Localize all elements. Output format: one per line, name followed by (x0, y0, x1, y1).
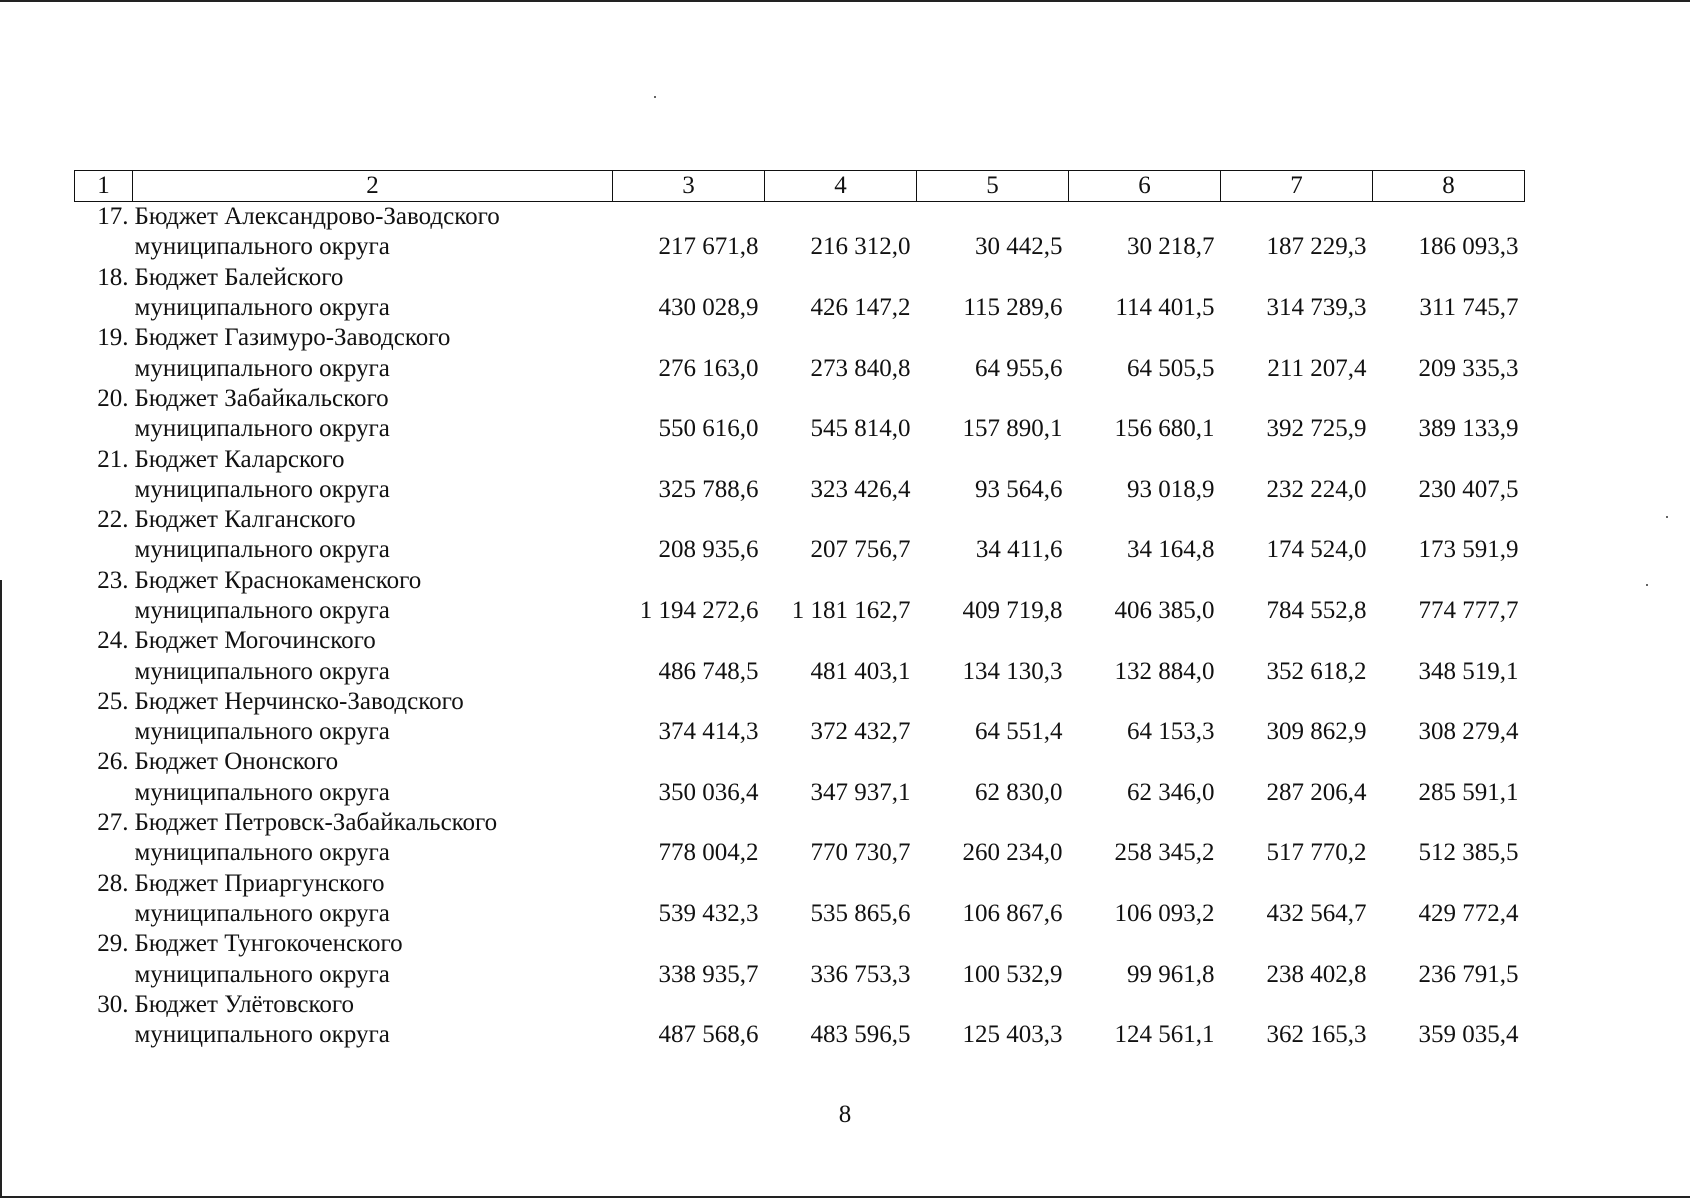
table-row-continued (75, 778, 1525, 808)
row-index: 28. (97, 869, 129, 897)
budget-name: Бюджет Тунгокоченского (134, 930, 403, 958)
value-col-4: 545 814,0 (810, 415, 911, 443)
value-col-8: 348 519,1 (1418, 657, 1519, 685)
value-col-4: 372 432,7 (810, 718, 911, 746)
column-header-4: 4 (765, 171, 917, 202)
value-col-4: 481 403,1 (810, 657, 911, 685)
value-col-8: 359 035,4 (1418, 1021, 1519, 1049)
value-col-6: 156 680,1 (1114, 415, 1215, 443)
budget-name-continued: муниципального округа (134, 839, 390, 867)
column-header-3: 3 (613, 171, 765, 202)
value-col-6: 99 961,8 (1127, 960, 1215, 988)
value-col-4: 483 596,5 (810, 1021, 911, 1049)
scan-border-bottom (0, 1196, 1690, 1198)
table-row (75, 263, 1525, 293)
budget-name-continued: муниципального округа (134, 415, 390, 443)
row-index: 24. (97, 627, 129, 655)
table-row (75, 505, 1525, 535)
row-index: 21. (97, 445, 129, 473)
table-body (75, 202, 1525, 1051)
row-index: 26. (97, 748, 129, 776)
value-col-3: 486 748,5 (658, 657, 759, 685)
value-col-7: 432 564,7 (1266, 899, 1367, 927)
value-col-8: 429 772,4 (1418, 899, 1519, 927)
table-row (75, 990, 1525, 1020)
value-col-3: 374 414,3 (658, 718, 759, 746)
value-col-4: 535 865,6 (810, 899, 911, 927)
value-col-5: 409 719,8 (962, 597, 1063, 624)
scan-speck (1646, 584, 1648, 586)
table-row-continued (75, 899, 1525, 929)
column-header-6: 6 (1069, 171, 1221, 202)
value-col-8: 209 335,3 (1418, 354, 1519, 382)
table-row-continued (75, 293, 1525, 323)
value-col-7: 287 206,4 (1266, 778, 1367, 806)
table-row-continued (75, 535, 1525, 565)
budget-name: Бюджет Балейского (134, 263, 344, 291)
value-col-6: 114 401,5 (1115, 294, 1215, 322)
value-col-5: 157 890,1 (962, 415, 1063, 443)
table-row (75, 384, 1525, 414)
table-row (75, 323, 1525, 353)
row-index: 22. (97, 506, 129, 534)
value-col-5: 125 403,3 (962, 1021, 1063, 1049)
value-col-5: 93 564,6 (975, 475, 1063, 503)
table-row (75, 687, 1525, 717)
value-col-5: 134 130,3 (962, 657, 1063, 685)
value-col-6: 64 505,5 (1127, 354, 1215, 382)
value-col-5: 64 551,4 (975, 718, 1063, 746)
column-number-header (75, 171, 1525, 202)
row-index: 18. (97, 263, 129, 291)
table-row-continued (75, 596, 1525, 626)
value-col-3: 487 568,6 (658, 1021, 759, 1049)
value-col-3: 539 432,3 (658, 899, 759, 927)
value-col-8: 236 791,5 (1418, 960, 1519, 988)
value-col-8: 311 745,7 (1419, 294, 1519, 322)
value-col-3: 350 036,4 (658, 778, 759, 806)
table-row (75, 566, 1525, 596)
budget-name-continued: муниципального округа (134, 899, 390, 927)
table-row-continued (75, 656, 1525, 686)
value-col-6: 93 018,9 (1127, 475, 1215, 503)
table-row (75, 444, 1525, 474)
table-row (75, 929, 1525, 959)
value-col-6: 406 385,0 (1114, 597, 1215, 624)
column-header-1: 1 (75, 171, 133, 202)
table-row-continued (75, 475, 1525, 505)
budget-name-continued: муниципального округа (134, 960, 390, 988)
value-col-5: 100 532,9 (962, 960, 1063, 988)
value-col-8: 512 385,5 (1418, 839, 1519, 867)
value-col-7: 784 552,8 (1266, 597, 1367, 624)
column-header-7: 7 (1221, 171, 1373, 202)
value-col-5: 115 289,6 (963, 294, 1063, 322)
table-row (75, 202, 1525, 233)
value-col-7: 314 739,3 (1266, 294, 1367, 322)
budget-name-continued: муниципального округа (134, 778, 390, 806)
page-number: 8 (838, 1101, 852, 1128)
budget-name-continued: муниципального округа (134, 354, 390, 382)
value-col-4: 216 312,0 (810, 233, 911, 261)
value-col-5: 30 442,5 (975, 233, 1063, 261)
table-row-continued (75, 414, 1525, 444)
value-col-7: 187 229,3 (1266, 233, 1367, 261)
value-col-5: 62 830,0 (975, 778, 1063, 806)
value-col-3: 208 935,6 (658, 536, 759, 564)
value-col-5: 106 867,6 (962, 899, 1063, 927)
scan-speck (1666, 516, 1668, 518)
value-col-4: 323 426,4 (810, 475, 911, 503)
budget-name: Бюджет Могочинского (134, 627, 376, 655)
value-col-6: 62 346,0 (1127, 778, 1215, 806)
table-row (75, 808, 1525, 838)
value-col-4: 273 840,8 (810, 354, 911, 382)
value-col-7: 174 524,0 (1266, 536, 1367, 564)
value-col-6: 132 884,0 (1114, 657, 1215, 685)
budget-name: Бюджет Приаргунского (134, 869, 385, 897)
value-col-7: 352 618,2 (1266, 657, 1367, 685)
value-col-8: 285 591,1 (1418, 778, 1519, 806)
budget-name: Бюджет Петровск-Забайкальского (134, 809, 498, 837)
value-col-7: 392 725,9 (1266, 415, 1367, 443)
column-header-8: 8 (1373, 171, 1525, 202)
value-col-6: 106 093,2 (1114, 899, 1215, 927)
budget-name-continued: муниципального округа (134, 1021, 390, 1049)
budget-name: Бюджет Каларского (134, 445, 345, 473)
value-col-7: 238 402,8 (1266, 960, 1367, 988)
value-col-5: 260 234,0 (962, 839, 1063, 867)
row-index: 25. (97, 687, 129, 715)
value-col-3: 276 163,0 (658, 354, 759, 382)
budget-table (74, 170, 1525, 1050)
value-col-8: 230 407,5 (1418, 475, 1519, 503)
value-col-3: 217 671,8 (658, 233, 759, 261)
budget-name: Бюджет Александрово-Заводского (134, 203, 500, 231)
value-col-8: 173 591,9 (1418, 536, 1519, 564)
table-row-continued (75, 838, 1525, 868)
value-col-6: 34 164,8 (1127, 536, 1215, 564)
budget-name: Бюджет Краснокаменского (134, 566, 422, 594)
budget-name-continued: муниципального округа (134, 597, 390, 624)
value-col-3: 550 616,0 (658, 415, 759, 443)
value-col-7: 517 770,2 (1266, 839, 1367, 867)
budget-name-continued: муниципального округа (134, 718, 390, 746)
value-col-3: 338 935,7 (658, 960, 759, 988)
row-index: 23. (97, 566, 129, 594)
table-row (75, 869, 1525, 899)
value-col-3: 325 788,6 (658, 475, 759, 503)
row-index: 30. (97, 990, 129, 1018)
value-col-7: 309 862,9 (1266, 718, 1367, 746)
value-col-7: 211 207,4 (1267, 354, 1367, 382)
value-col-4: 336 753,3 (810, 960, 911, 988)
value-col-3: 1 194 272,6 (639, 597, 759, 624)
row-index: 19. (97, 324, 129, 352)
budget-name-continued: муниципального округа (134, 536, 390, 564)
budget-name: Бюджет Нерчинско-Заводского (134, 687, 464, 715)
value-col-8: 389 133,9 (1418, 415, 1519, 443)
budget-name: Бюджет Калганского (134, 506, 356, 534)
table-row (75, 626, 1525, 656)
value-col-6: 258 345,2 (1114, 839, 1215, 867)
value-col-5: 64 955,6 (975, 354, 1063, 382)
value-col-5: 34 411,6 (975, 536, 1063, 564)
value-col-4: 426 147,2 (810, 294, 911, 322)
table-row-continued (75, 1020, 1525, 1050)
value-col-8: 774 777,7 (1418, 597, 1519, 624)
value-col-8: 308 279,4 (1418, 718, 1519, 746)
table-row (75, 747, 1525, 777)
table-row-continued (75, 717, 1525, 747)
column-header-5: 5 (917, 171, 1069, 202)
value-col-8: 186 093,3 (1418, 233, 1519, 261)
value-col-6: 30 218,7 (1127, 233, 1215, 261)
value-col-4: 347 937,1 (810, 778, 911, 806)
value-col-7: 232 224,0 (1266, 475, 1367, 503)
table-row-continued (75, 959, 1525, 989)
value-col-3: 430 028,9 (658, 294, 759, 322)
budget-name: Бюджет Улётовского (134, 990, 355, 1018)
column-header-2: 2 (133, 171, 613, 202)
budget-name-continued: муниципального округа (134, 475, 390, 503)
row-index: 29. (97, 930, 129, 958)
value-col-4: 1 181 162,7 (791, 597, 911, 624)
row-index: 27. (97, 809, 129, 837)
scan-border-top (0, 0, 1690, 2)
budget-name-continued: муниципального округа (134, 294, 390, 322)
value-col-6: 124 561,1 (1114, 1021, 1215, 1049)
budget-name-continued: муниципального округа (134, 657, 390, 685)
value-col-3: 778 004,2 (658, 839, 759, 867)
budget-name-continued: муниципального округа (134, 233, 390, 261)
budget-name: Бюджет Газимуро-Заводского (134, 324, 451, 352)
budget-name: Бюджет Ононского (134, 748, 339, 776)
budget-name: Бюджет Забайкальского (134, 384, 389, 412)
scan-speck (654, 96, 656, 98)
table-row-continued (75, 353, 1525, 383)
value-col-7: 362 165,3 (1266, 1021, 1367, 1049)
row-index: 17. (97, 203, 129, 231)
table-row-continued (75, 232, 1525, 262)
value-col-4: 207 756,7 (810, 536, 911, 564)
row-index: 20. (97, 384, 129, 412)
value-col-4: 770 730,7 (810, 839, 911, 867)
value-col-6: 64 153,3 (1127, 718, 1215, 746)
